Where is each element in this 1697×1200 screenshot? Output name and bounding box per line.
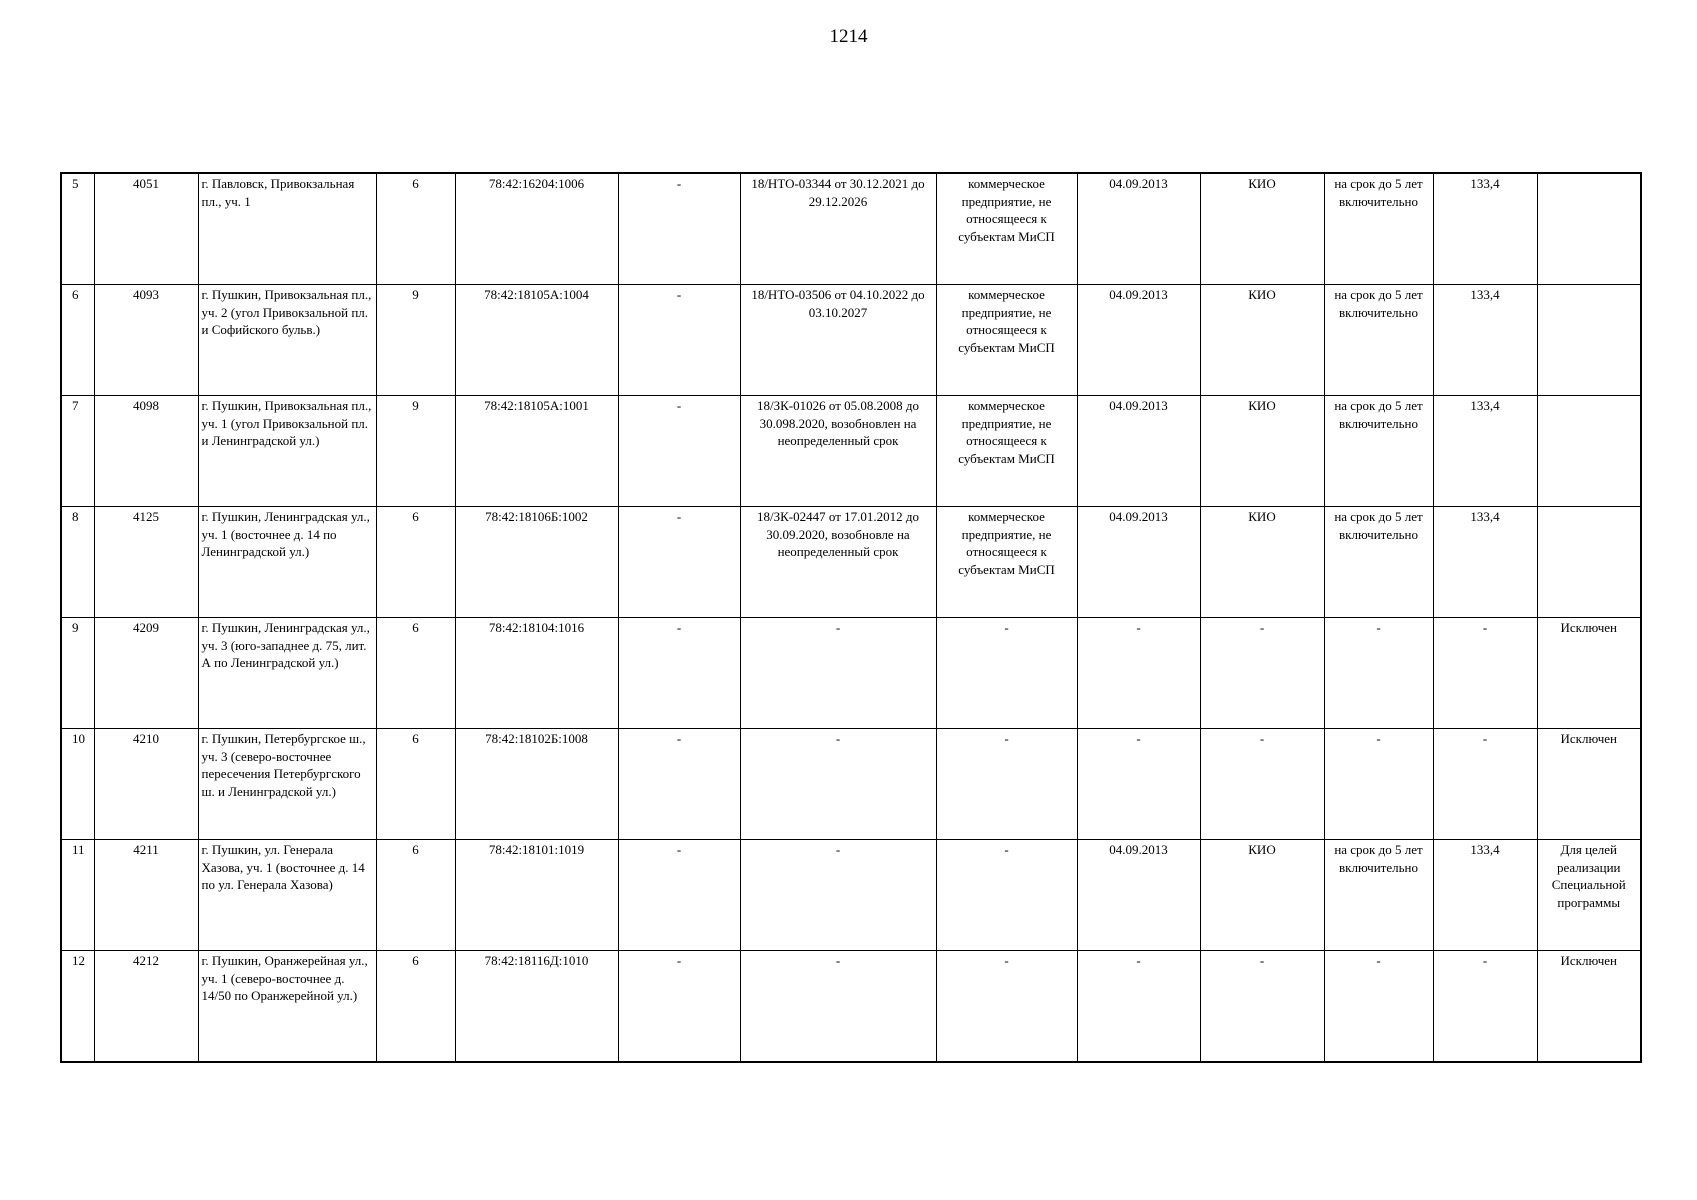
cell-row-number: 12 bbox=[61, 951, 94, 1063]
cell-object-id: 4209 bbox=[94, 618, 198, 729]
table-row bbox=[61, 729, 1641, 840]
cell-object-id: 4210 bbox=[94, 729, 198, 840]
cell-contract: 18/ЗК-01026 от 05.08.2008 до 30.098.2020, возобновлен на неопределенный срок bbox=[740, 396, 936, 507]
cell-organization: КИО bbox=[1200, 507, 1324, 618]
cell-cadastral-number: 78:42:18106Б:1002 bbox=[455, 507, 618, 618]
cell-object-id: 4093 bbox=[94, 285, 198, 396]
cell-row-number: 6 bbox=[61, 285, 94, 396]
cell-contract: 18/ЗК-02447 от 17.01.2012 до 30.09.2020, возобновле на неопределенный срок bbox=[740, 507, 936, 618]
cell-cadastral-number: 78:42:18101:1019 bbox=[455, 840, 618, 951]
cell-note: Исключен bbox=[1537, 951, 1641, 1063]
cell-value: 133,4 bbox=[1433, 396, 1537, 507]
cell-object-id: 4211 bbox=[94, 840, 198, 951]
cell-row-number: 10 bbox=[61, 729, 94, 840]
cell-organization: КИО bbox=[1200, 396, 1324, 507]
cell-area: 6 bbox=[376, 840, 455, 951]
cell-row-number: 11 bbox=[61, 840, 94, 951]
cell-term: - bbox=[1324, 618, 1433, 729]
cell-address: г. Пушкин, Оранжерейная ул., уч. 1 (северо-восточнее д. 14/50 по Оранжерейной ул.) bbox=[198, 951, 376, 1063]
cell-column-6: - bbox=[618, 951, 740, 1063]
cell-value: - bbox=[1433, 951, 1537, 1063]
cell-object-id: 4051 bbox=[94, 173, 198, 285]
cell-note: Для целей реализации Специальной программы bbox=[1537, 840, 1641, 951]
table-row bbox=[61, 285, 1641, 396]
cell-object-id: 4212 bbox=[94, 951, 198, 1063]
cell-contract: - bbox=[740, 729, 936, 840]
cell-category: - bbox=[936, 618, 1077, 729]
cell-column-6: - bbox=[618, 618, 740, 729]
table-row bbox=[61, 173, 1641, 285]
cell-date: - bbox=[1077, 951, 1200, 1063]
cell-address: г. Пушкин, Привокзальная пл., уч. 2 (угол Привокзальной пл. и Софийского бульв.) bbox=[198, 285, 376, 396]
cell-row-number: 9 bbox=[61, 618, 94, 729]
cell-cadastral-number: 78:42:16204:1006 bbox=[455, 173, 618, 285]
cell-category: коммерческое предприятие, не относящееся к субъектам МиСП bbox=[936, 285, 1077, 396]
cell-term: на срок до 5 лет включительно bbox=[1324, 840, 1433, 951]
table-body bbox=[61, 173, 1641, 1062]
table-row bbox=[61, 951, 1641, 1063]
cell-note bbox=[1537, 285, 1641, 396]
cell-contract: 18/НТО-03506 от 04.10.2022 до 03.10.2027 bbox=[740, 285, 936, 396]
cell-address: г. Пушкин, ул. Генерала Хазова, уч. 1 (восточнее д. 14 по ул. Генерала Хазова) bbox=[198, 840, 376, 951]
cell-column-6: - bbox=[618, 396, 740, 507]
cell-note: Исключен bbox=[1537, 729, 1641, 840]
cell-value: - bbox=[1433, 618, 1537, 729]
cell-organization: - bbox=[1200, 729, 1324, 840]
cell-organization: КИО bbox=[1200, 285, 1324, 396]
cell-column-6: - bbox=[618, 840, 740, 951]
cell-area: 9 bbox=[376, 285, 455, 396]
cell-term: на срок до 5 лет включительно bbox=[1324, 507, 1433, 618]
cell-column-6: - bbox=[618, 729, 740, 840]
cell-address: г. Павловск, Привокзальная пл., уч. 1 bbox=[198, 173, 376, 285]
cell-area: 6 bbox=[376, 507, 455, 618]
cell-date: 04.09.2013 bbox=[1077, 396, 1200, 507]
table-row bbox=[61, 507, 1641, 618]
cell-organization: КИО bbox=[1200, 840, 1324, 951]
cell-row-number: 5 bbox=[61, 173, 94, 285]
cell-date: - bbox=[1077, 618, 1200, 729]
cell-category: коммерческое предприятие, не относящееся к субъектам МиСП bbox=[936, 173, 1077, 285]
cell-value: 133,4 bbox=[1433, 173, 1537, 285]
cell-column-6: - bbox=[618, 173, 740, 285]
cell-note bbox=[1537, 507, 1641, 618]
cell-date: 04.09.2013 bbox=[1077, 507, 1200, 618]
cell-note bbox=[1537, 173, 1641, 285]
cell-column-6: - bbox=[618, 507, 740, 618]
cell-term: на срок до 5 лет включительно bbox=[1324, 173, 1433, 285]
cell-object-id: 4125 bbox=[94, 507, 198, 618]
register-table bbox=[60, 172, 1642, 1063]
cell-cadastral-number: 78:42:18102Б:1008 bbox=[455, 729, 618, 840]
cell-object-id: 4098 bbox=[94, 396, 198, 507]
cell-term: - bbox=[1324, 729, 1433, 840]
cell-category: коммерческое предприятие, не относящееся к субъектам МиСП bbox=[936, 507, 1077, 618]
cell-category: - bbox=[936, 951, 1077, 1063]
cell-term: на срок до 5 лет включительно bbox=[1324, 285, 1433, 396]
cell-address: г. Пушкин, Ленинградская ул., уч. 3 (юго-западнее д. 75, лит. А по Ленинградской ул.) bbox=[198, 618, 376, 729]
cell-cadastral-number: 78:42:18105А:1004 bbox=[455, 285, 618, 396]
cell-row-number: 7 bbox=[61, 396, 94, 507]
cell-term: на срок до 5 лет включительно bbox=[1324, 396, 1433, 507]
cell-area: 9 bbox=[376, 396, 455, 507]
cell-value: 133,4 bbox=[1433, 507, 1537, 618]
table-row bbox=[61, 396, 1641, 507]
cell-area: 6 bbox=[376, 173, 455, 285]
cell-address: г. Пушкин, Петербургское ш., уч. 3 (северо-восточнее пересечения Петербургского ш. и Ленинградской ул.) bbox=[198, 729, 376, 840]
cell-note: Исключен bbox=[1537, 618, 1641, 729]
cell-address: г. Пушкин, Привокзальная пл., уч. 1 (угол Привокзальной пл. и Ленинградской ул.) bbox=[198, 396, 376, 507]
cell-organization: - bbox=[1200, 951, 1324, 1063]
cell-address: г. Пушкин, Ленинградская ул., уч. 1 (восточнее д. 14 по Ленинградской ул.) bbox=[198, 507, 376, 618]
cell-organization: - bbox=[1200, 618, 1324, 729]
cell-contract: 18/НТО-03344 от 30.12.2021 до 29.12.2026 bbox=[740, 173, 936, 285]
cell-date: 04.09.2013 bbox=[1077, 840, 1200, 951]
cell-area: 6 bbox=[376, 951, 455, 1063]
cell-date: 04.09.2013 bbox=[1077, 173, 1200, 285]
table-row bbox=[61, 618, 1641, 729]
cell-contract: - bbox=[740, 840, 936, 951]
cell-category: - bbox=[936, 840, 1077, 951]
cell-value: 133,4 bbox=[1433, 285, 1537, 396]
cell-cadastral-number: 78:42:18105А:1001 bbox=[455, 396, 618, 507]
cell-value: 133,4 bbox=[1433, 840, 1537, 951]
cell-note bbox=[1537, 396, 1641, 507]
cell-organization: КИО bbox=[1200, 173, 1324, 285]
cell-column-6: - bbox=[618, 285, 740, 396]
cell-term: - bbox=[1324, 951, 1433, 1063]
cell-cadastral-number: 78:42:18104:1016 bbox=[455, 618, 618, 729]
cell-area: 6 bbox=[376, 729, 455, 840]
cell-date: 04.09.2013 bbox=[1077, 285, 1200, 396]
cell-date: - bbox=[1077, 729, 1200, 840]
cell-contract: - bbox=[740, 951, 936, 1063]
cell-contract: - bbox=[740, 618, 936, 729]
cell-category: коммерческое предприятие, не относящееся к субъектам МиСП bbox=[936, 396, 1077, 507]
page-number: 1214 bbox=[829, 26, 868, 47]
table-row bbox=[61, 840, 1641, 951]
cell-cadastral-number: 78:42:18116Д:1010 bbox=[455, 951, 618, 1063]
cell-row-number: 8 bbox=[61, 507, 94, 618]
cell-category: - bbox=[936, 729, 1077, 840]
cell-value: - bbox=[1433, 729, 1537, 840]
cell-area: 6 bbox=[376, 618, 455, 729]
